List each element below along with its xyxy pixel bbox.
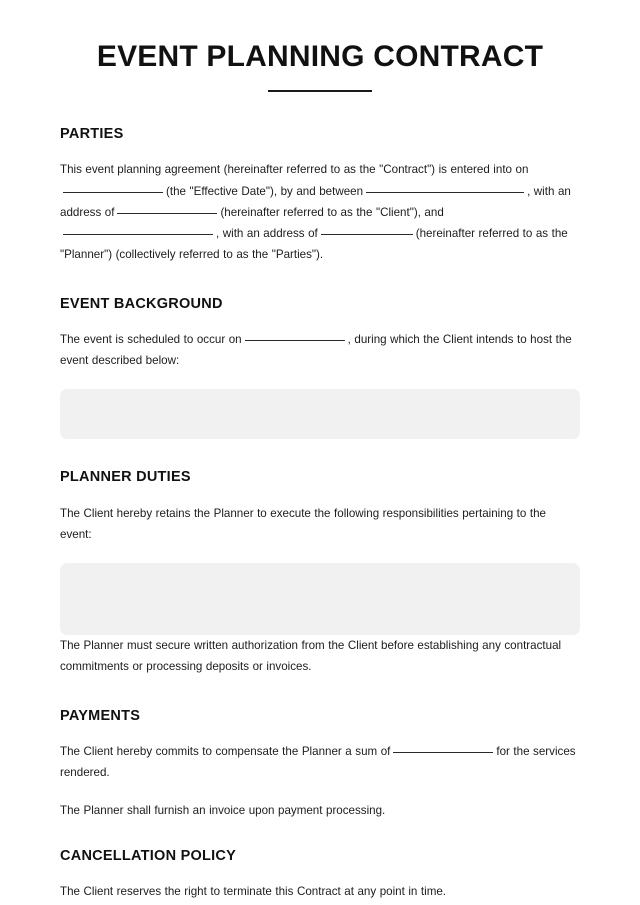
effective-date-blank[interactable] xyxy=(63,183,163,192)
parties-text-3: , with an address of xyxy=(60,184,571,219)
parties-text-6: (hereinafter referred to as the "Planner") (collectively referred to as the "Parties"). xyxy=(60,227,568,262)
document-body xyxy=(0,126,640,902)
section-planner-duties xyxy=(60,469,580,677)
planner-name-blank[interactable] xyxy=(63,226,213,235)
section-parties xyxy=(60,126,580,265)
client-name-blank[interactable] xyxy=(366,183,524,192)
parties-text-2: (the "Effective Date"), by and between xyxy=(166,184,364,198)
payments-text-1: The Client hereby commits to compensate the Planner a sum of xyxy=(60,744,391,758)
section-heading-event-background: EVENT BACKGROUND xyxy=(60,295,223,312)
client-address-blank[interactable] xyxy=(117,205,217,214)
parties-text-4: (hereinafter referred to as the "Client"), and xyxy=(220,205,444,219)
payments-paragraph-2: The Planner shall furnish an invoice upon payment processing. xyxy=(60,804,386,818)
event-background-text-1: The event is scheduled to occur on xyxy=(60,332,242,346)
event-background-paragraph xyxy=(60,329,580,371)
planner-duties-paragraph: The Client hereby retains the Planner to execute the following responsibilities pertaining to the event: xyxy=(60,506,546,541)
section-payments xyxy=(60,708,580,822)
event-date-blank[interactable] xyxy=(245,332,345,341)
payment-amount-blank[interactable] xyxy=(393,744,493,753)
section-heading-payments: PAYMENTS xyxy=(60,707,141,724)
title-divider xyxy=(268,90,372,93)
parties-text-5: , with an address of xyxy=(216,227,318,241)
payments-paragraph-1 xyxy=(60,741,580,783)
planner-address-blank[interactable] xyxy=(321,226,413,235)
planner-duties-authorization-paragraph: The Planner must secure written authorization from the Client before establishing any contractual commitments or processing deposits or invoices. xyxy=(60,639,562,674)
cancellation-policy-paragraph: The Client reserves the right to terminate this Contract at any point in time. xyxy=(60,884,447,898)
section-cancellation-policy xyxy=(60,848,580,903)
event-description-input[interactable] xyxy=(60,389,580,439)
planner-responsibilities-input[interactable] xyxy=(60,563,580,635)
section-heading-parties: PARTIES xyxy=(60,126,124,143)
section-heading-planner-duties: PLANNER DUTIES xyxy=(60,469,191,486)
section-heading-cancellation-policy: CANCELLATION POLICY xyxy=(60,847,237,864)
payments-text-2: for the services rendered. xyxy=(60,744,576,780)
page-title: EVENT PLANNING CONTRACT xyxy=(96,40,544,73)
parties-text-1: This event planning agreement (hereinafter referred to as the "Contract") is entered into on xyxy=(60,163,529,177)
event-background-text-2: , during which the Client intends to host the event described below: xyxy=(60,332,572,368)
parties-paragraph xyxy=(60,159,580,265)
section-event-background xyxy=(60,296,580,440)
